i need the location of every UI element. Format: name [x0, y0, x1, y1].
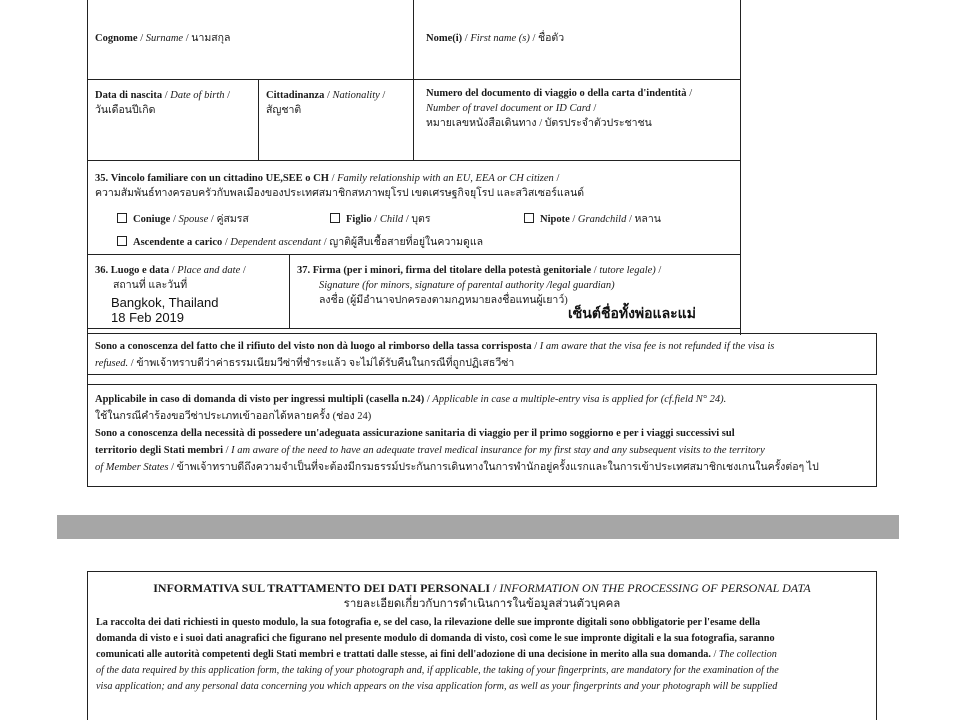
- form-row-line-3: [87, 254, 741, 255]
- form-row-line-2: [87, 160, 741, 161]
- surname-label: Cognome / Surname / นามสกุล: [95, 33, 231, 44]
- field-35-heading: 35. Vincolo familiare con un cittadino UE,SEE o CH / Family relationship with an EU, EEA or CH citizen /: [95, 173, 560, 184]
- privacy-box: [87, 571, 877, 720]
- form-col-divider-1: [413, 0, 414, 160]
- dependent-ascendant-checkbox[interactable]: [117, 236, 127, 246]
- option-dependent-ascendant[interactable]: Ascendente a carico / Dependent ascendant / ญาติผู้สืบเชื้อสายที่อยู่ในความดูแล: [117, 233, 483, 250]
- travel-document-label: Numero del documento di viaggio o della carta d'indentità / Number of travel document or ID Card / หมายเลขหนังสือเดินทาง / บัตรประจำตัวประชาชน: [426, 88, 693, 129]
- multiple-entry-text: Applicabile in caso di domanda di visto per ingressi multipli (casella n.24) / Applicable in case a multiple-entry visa is applied for (cf.field N° 24). ใช้ในกรณีคำร้องขอวีซ่าประเภทเข้าออกได้หลายครั้ง (ช่อง 24) Sono a conoscenza della necessità di possedere un'adeguata assicurazione sanitaria di viaggio per il primo soggiorno e per i viaggi successivi sul territorio degli Stati membri / I am aware of the need to have an adequate travel medical insurance for my first stay and any subsequent visits to the territory of Member States / ข้าพเจ้าทราบดีถึงความจำเป็นที่จะต้องมีกรมธรรม์ประกันการเดินทางในการพำนักอยู่ครั้งแรกและในการเข้าประเทศสมาชิกเชงเกนในครั้งต่อๆ ไป: [95, 394, 819, 473]
- field-35-thai: ความสัมพันธ์ทางครอบครัวกับพลเมืองของประเทศสมาชิกสหภาพยุโรป เขตเศรษฐกิจยุโรป และสวิสเซอร์แลนด์: [95, 188, 585, 199]
- field-37-label: 37. Firma (per i minori, firma del titolare della potestà genitoriale / tutore legale) / Signature (for minors, signature of parental authority /legal guardian) ลงชื่อ (ผู้มีอำนาจปกครองตามกฎหมายลงชื่อแทนผู้เยาว์): [297, 265, 662, 306]
- form-row-line-4: [87, 328, 741, 329]
- privacy-title-thai: รายละเอียดเกี่ยวกับการดำเนินการในข้อมูลส่วนตัวบุคคล: [343, 598, 621, 610]
- privacy-body: La raccolta dei dati richiesti in questo modulo, la sua fotografia e, se del caso, la rilevazione delle sue impronte digitali sono obbligatorie per l'esame della domanda di visto e i suoi dati anagrafici che figurano nel presente modulo di domanda di visto, così come le sue impronte digitali e la sua fotografia, saranno comunicati alle autorità competenti degli Stati membri e trattati dalle stesse, ai fini dell'adozione di una decisione in merito alla sua domanda. / The collection of the data required by this application form, the taking of your photograph and, if applicable, the taking of your fingerprints, are mandatory for the examination of the visa application; and any personal data concerning you which appears on the visa application form, as well as your fingerprints and your photograph will be supplied: [96, 617, 779, 692]
- form-row-line-1: [87, 79, 741, 80]
- date-of-birth-label: Data di nascita / Date of birth / วันเดือนปีเกิด: [95, 90, 231, 116]
- spouse-checkbox[interactable]: [117, 213, 127, 223]
- fee-notice-text: Sono a conoscenza del fatto che il rifiuto del visto non dà luogo al rimborso della tassa corrisposta / I am aware that the visa fee is not refunded if the visa is refused. / ข้าพเจ้าทราบดีว่าค่าธรรมเนียมวีซ่าที่ชำระแล้ว จะไม่ได้รับคืนในกรณีที่ถูกปฏิเสธวีซ่า: [95, 341, 775, 369]
- section-divider-bar: [57, 515, 899, 539]
- option-child[interactable]: Figlio / Child / บุตร: [330, 210, 430, 227]
- handwritten-place: Bangkok, Thailand: [111, 295, 219, 310]
- nationality-label: Cittadinanza / Nationality / สัญชาติ: [266, 90, 386, 116]
- form-col-divider-3: [289, 254, 290, 328]
- signature-annotation: เซ็นต์ชื่อทั้งพ่อและแม่: [568, 306, 696, 322]
- option-grandchild[interactable]: Nipote / Grandchild / หลาน: [524, 210, 661, 227]
- grandchild-checkbox[interactable]: [524, 213, 534, 223]
- option-spouse[interactable]: Coniuge / Spouse / คู่สมรส: [117, 210, 249, 227]
- field-36-label: 36. Luogo e data / Place and date / สถานที่ และวันที่: [95, 265, 246, 291]
- child-checkbox[interactable]: [330, 213, 340, 223]
- handwritten-date: 18 Feb 2019: [111, 310, 185, 325]
- first-name-label: Nome(i) / First name (s) / ชื่อตัว: [426, 33, 565, 44]
- form-border-right: [740, 0, 741, 335]
- form-col-divider-2: [258, 79, 259, 160]
- privacy-title: INFORMATIVA SUL TRATTAMENTO DEI DATI PERSONALI / INFORMATION ON THE PROCESSING OF PERSONAL DATA: [153, 581, 811, 595]
